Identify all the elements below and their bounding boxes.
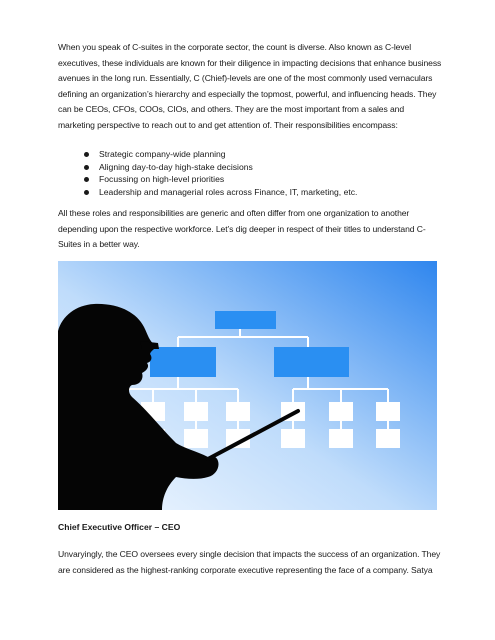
- intro-paragraph: When you speak of C-suites in the corporate sector, the count is diverse. Also known as C-level executives, these individuals are known for their diligence in impacting decisions that enhance business avenues in the long run. Essentially, C (Chief)-levels are one of the most commonly used vernaculars defining an organization’s hierarchy and especially the topmost, powerful, and influencing heads. They can be CEOs, CFOs, COOs, CIOs, and others. They are the most important from a sales and marketing perspective to reach out to and get attention of. Their responsibilities encompass:: [58, 42, 442, 130]
- list-item: [84, 173, 444, 186]
- org-chart-illustration: [58, 261, 437, 510]
- list-item: [84, 161, 444, 174]
- list-item-text: Aligning day-to-day high-stake decisions: [99, 161, 253, 172]
- list-item: [84, 186, 444, 199]
- responsibilities-list: [84, 148, 444, 198]
- ceo-heading: Chief Executive Officer – CEO: [58, 522, 181, 532]
- org-box-top: [215, 311, 276, 329]
- bullet-icon: [84, 177, 89, 182]
- org-box-right: [274, 347, 349, 377]
- bullet-icon: [84, 165, 89, 170]
- bullet-icon: [84, 152, 89, 157]
- second-paragraph: All these roles and responsibilities are generic and often differ from one organization to another depending upon the respective workforce. Let’s dig deeper in respect of their titles to understand C-Suites in a better way.: [58, 208, 426, 250]
- org-box-left: [150, 347, 216, 377]
- ceo-paragraph: Unvaryingly, the CEO oversees every single decision that impacts the success of an organization. They are considered as the highest-ranking corporate executive representing the face of a company. Satya: [58, 549, 441, 575]
- bullet-icon: [84, 190, 89, 195]
- list-item-text: Strategic company-wide planning: [99, 149, 226, 159]
- list-item: [84, 148, 444, 161]
- list-item-text: Leadership and managerial roles across Finance, IT, marketing, etc.: [99, 186, 358, 197]
- list-item-text: Focussing on high-level priorities: [99, 174, 225, 185]
